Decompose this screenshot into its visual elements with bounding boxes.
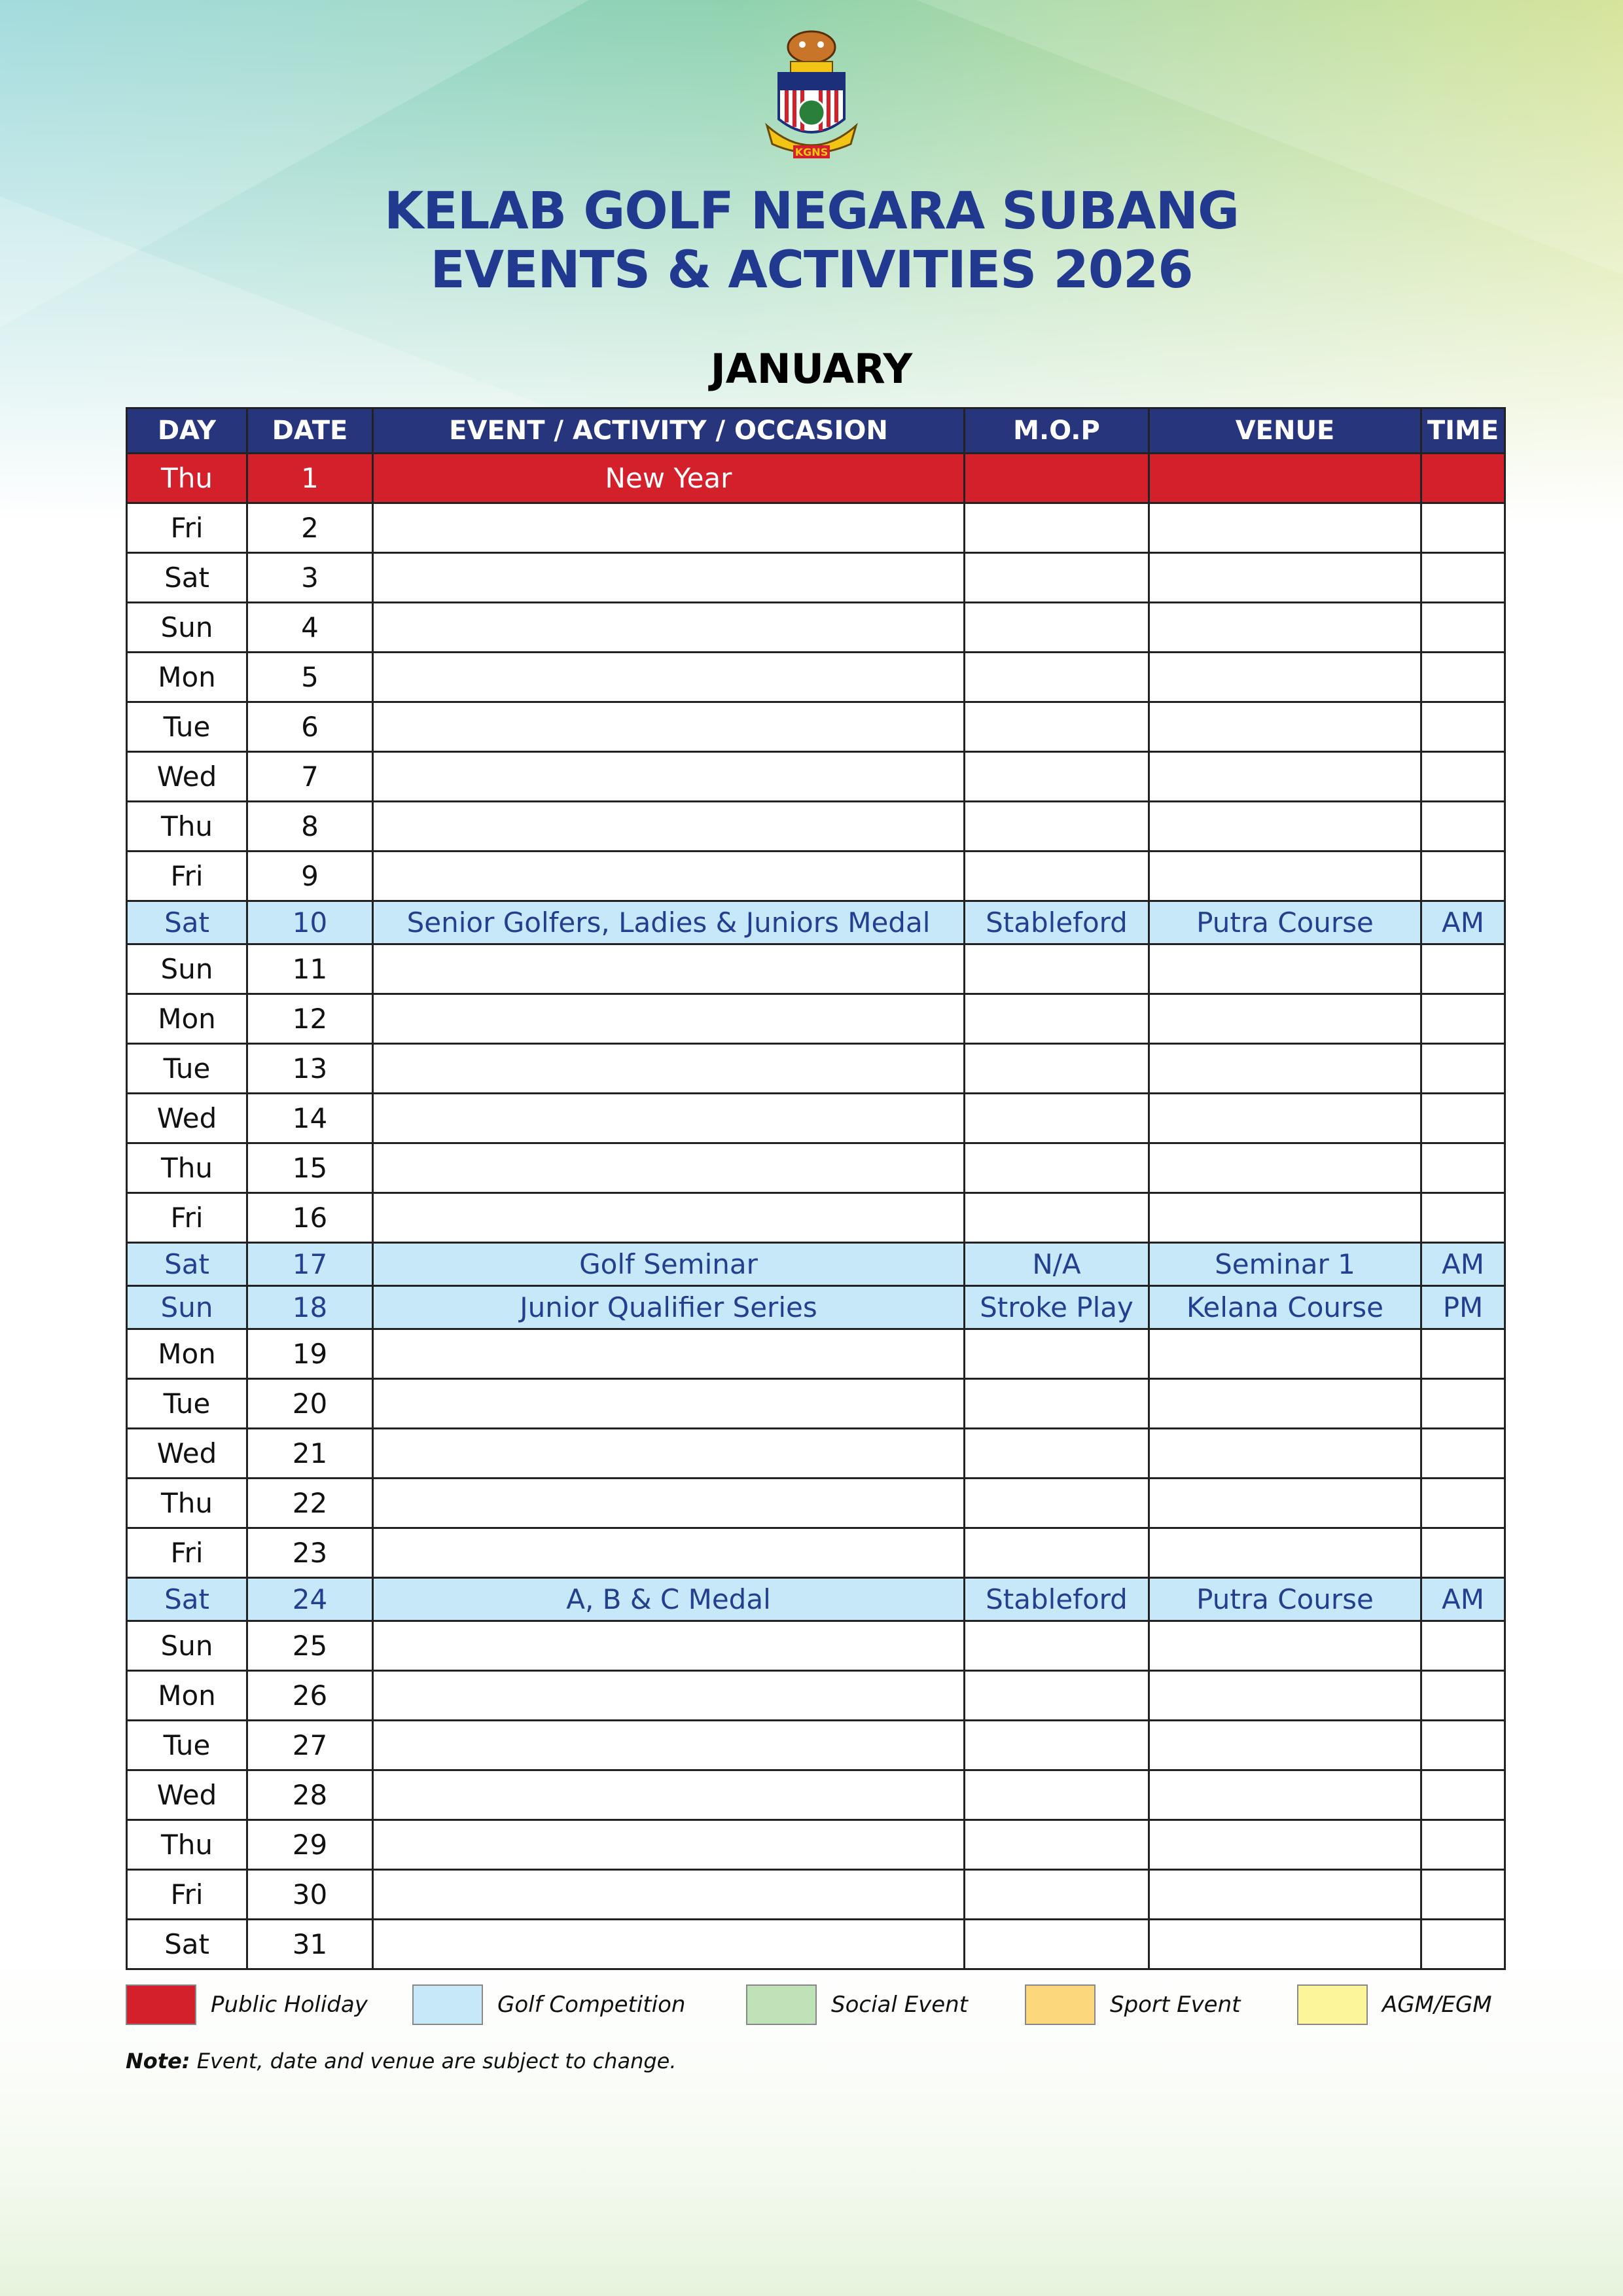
table-row — [127, 1528, 1505, 1578]
cell-event: Senior Golfers, Ladies & Juniors Medal — [373, 901, 965, 944]
table-row — [127, 603, 1505, 653]
cell-mop — [965, 944, 1149, 994]
cell-day: Sat — [127, 901, 247, 944]
legend-swatch — [1297, 1984, 1368, 2025]
cell-time — [1421, 1920, 1505, 1969]
cell-time — [1421, 944, 1505, 994]
cell-date: 10 — [247, 901, 373, 944]
table-row — [127, 454, 1505, 503]
table-row — [127, 1870, 1505, 1920]
cell-day: Sun — [127, 603, 247, 653]
cell-time — [1421, 1621, 1505, 1671]
cell-event — [373, 1671, 965, 1721]
legend-swatch — [126, 1984, 196, 2025]
cell-date: 31 — [247, 1920, 373, 1969]
cell-time — [1421, 603, 1505, 653]
cell-date: 3 — [247, 553, 373, 603]
legend-item-agm-egm — [1297, 1983, 1492, 2026]
cell-mop: N/A — [965, 1243, 1149, 1286]
cell-date: 9 — [247, 852, 373, 901]
cell-event — [373, 1379, 965, 1429]
cell-venue — [1149, 1143, 1421, 1193]
table-row — [127, 653, 1505, 702]
cell-venue — [1149, 1329, 1421, 1379]
cell-time — [1421, 1528, 1505, 1578]
cell-mop — [965, 653, 1149, 702]
cell-venue — [1149, 1044, 1421, 1094]
cell-event: Junior Qualifier Series — [373, 1286, 965, 1329]
cell-mop — [965, 1329, 1149, 1379]
cell-event — [373, 1143, 965, 1193]
cell-mop: Stableford — [965, 901, 1149, 944]
cell-mop — [965, 603, 1149, 653]
cell-event — [373, 1920, 965, 1969]
table-row — [127, 1329, 1505, 1379]
cell-venue — [1149, 1094, 1421, 1143]
cell-mop — [965, 1621, 1149, 1671]
cell-event — [373, 802, 965, 852]
cell-venue — [1149, 1870, 1421, 1920]
table-row — [127, 1920, 1505, 1969]
table-row — [127, 852, 1505, 901]
cell-time — [1421, 1671, 1505, 1721]
cell-mop — [965, 1721, 1149, 1770]
legend-item-sport-event — [1025, 1983, 1240, 2026]
cell-date: 19 — [247, 1329, 373, 1379]
cell-event — [373, 1621, 965, 1671]
table-row — [127, 802, 1505, 852]
column-header-mop: M.O.P — [965, 408, 1149, 454]
cell-event — [373, 944, 965, 994]
cell-time — [1421, 1143, 1505, 1193]
cell-venue — [1149, 1820, 1421, 1870]
cell-time — [1421, 1379, 1505, 1429]
table-header-row — [127, 408, 1505, 454]
cell-time — [1421, 1094, 1505, 1143]
cell-event — [373, 503, 965, 553]
cell-mop — [965, 1671, 1149, 1721]
cell-event — [373, 1770, 965, 1820]
cell-mop — [965, 1770, 1149, 1820]
cell-date: 7 — [247, 752, 373, 802]
cell-time — [1421, 1479, 1505, 1528]
cell-date: 21 — [247, 1429, 373, 1479]
cell-venue — [1149, 1920, 1421, 1969]
cell-mop — [965, 994, 1149, 1044]
cell-day: Tue — [127, 1379, 247, 1429]
table-row — [127, 1578, 1505, 1621]
month-heading: JANUARY — [710, 345, 913, 393]
cell-event — [373, 1528, 965, 1578]
cell-mop — [965, 1193, 1149, 1243]
cell-time — [1421, 852, 1505, 901]
cell-time: AM — [1421, 1243, 1505, 1286]
cell-mop: Stableford — [965, 1578, 1149, 1621]
cell-day: Mon — [127, 653, 247, 702]
cell-mop — [965, 1870, 1149, 1920]
cell-date: 1 — [247, 454, 373, 503]
cell-time — [1421, 1329, 1505, 1379]
cell-event: Golf Seminar — [373, 1243, 965, 1286]
cell-event — [373, 1329, 965, 1379]
column-header-venue: VENUE — [1149, 408, 1421, 454]
crest-text: KGNS — [794, 146, 829, 158]
cell-time — [1421, 1429, 1505, 1479]
cell-mop — [965, 1920, 1149, 1969]
column-header-event: EVENT / ACTIVITY / OCCASION — [373, 408, 965, 454]
cell-venue: Kelana Course — [1149, 1286, 1421, 1329]
cell-mop — [965, 1479, 1149, 1528]
table-row — [127, 1721, 1505, 1770]
note-text: Event, date and venue are subject to change. — [196, 2049, 677, 2073]
table-row — [127, 1143, 1505, 1193]
cell-date: 5 — [247, 653, 373, 702]
cell-mop — [965, 1820, 1149, 1870]
cell-event — [373, 702, 965, 752]
table-row — [127, 1243, 1505, 1286]
table-body — [127, 454, 1505, 1969]
cell-day: Thu — [127, 1479, 247, 1528]
legend-label: AGM/EGM — [1382, 1992, 1492, 2018]
cell-venue — [1149, 1528, 1421, 1578]
cell-venue — [1149, 702, 1421, 752]
cell-venue — [1149, 852, 1421, 901]
page-title-line1: KELAB GOLF NEGARA SUBANG — [383, 182, 1240, 241]
cell-event — [373, 653, 965, 702]
legend-item-golf-competition — [412, 1983, 685, 2026]
cell-mop — [965, 1429, 1149, 1479]
cell-time — [1421, 994, 1505, 1044]
table-row — [127, 1379, 1505, 1429]
table-row — [127, 752, 1505, 802]
cell-venue: Putra Course — [1149, 901, 1421, 944]
cell-day: Thu — [127, 454, 247, 503]
cell-event — [373, 1193, 965, 1243]
legend-label: Sport Event — [1110, 1992, 1241, 2018]
cell-event — [373, 1820, 965, 1870]
cell-venue — [1149, 1193, 1421, 1243]
cell-day: Fri — [127, 1528, 247, 1578]
table-row — [127, 901, 1505, 944]
cell-venue — [1149, 944, 1421, 994]
cell-date: 4 — [247, 603, 373, 653]
cell-day: Thu — [127, 1143, 247, 1193]
cell-venue — [1149, 454, 1421, 503]
cell-event: New Year — [373, 454, 965, 503]
legend-swatch — [1025, 1984, 1096, 2025]
cell-time — [1421, 802, 1505, 852]
cell-event — [373, 1044, 965, 1094]
cell-date: 13 — [247, 1044, 373, 1094]
cell-event — [373, 1479, 965, 1528]
cell-day: Sun — [127, 944, 247, 994]
cell-date: 18 — [247, 1286, 373, 1329]
cell-mop — [965, 1094, 1149, 1143]
cell-day: Thu — [127, 1820, 247, 1870]
cell-date: 27 — [247, 1721, 373, 1770]
table-row — [127, 1621, 1505, 1671]
cell-time: AM — [1421, 901, 1505, 944]
legend-label: Social Event — [831, 1992, 969, 2018]
cell-mop — [965, 1528, 1149, 1578]
page-title-line2: EVENTS & ACTIVITIES 2026 — [430, 241, 1193, 300]
cell-day: Wed — [127, 1094, 247, 1143]
cell-time — [1421, 1820, 1505, 1870]
table-row — [127, 1193, 1505, 1243]
cell-time — [1421, 454, 1505, 503]
cell-event — [373, 1429, 965, 1479]
cell-event: A, B & C Medal — [373, 1578, 965, 1621]
cell-event — [373, 1721, 965, 1770]
cell-date: 17 — [247, 1243, 373, 1286]
cell-date: 15 — [247, 1143, 373, 1193]
cell-date: 14 — [247, 1094, 373, 1143]
column-header-day: DAY — [127, 408, 247, 454]
cell-date: 23 — [247, 1528, 373, 1578]
cell-day: Wed — [127, 752, 247, 802]
table-row — [127, 1770, 1505, 1820]
cell-mop — [965, 503, 1149, 553]
cell-event — [373, 752, 965, 802]
cell-venue — [1149, 553, 1421, 603]
cell-mop — [965, 702, 1149, 752]
cell-date: 6 — [247, 702, 373, 752]
cell-venue: Putra Course — [1149, 1578, 1421, 1621]
cell-day: Sun — [127, 1286, 247, 1329]
cell-event — [373, 852, 965, 901]
cell-event — [373, 1870, 965, 1920]
table-row — [127, 994, 1505, 1044]
cell-event — [373, 994, 965, 1044]
column-header-time: TIME — [1421, 408, 1505, 454]
cell-day: Sat — [127, 1920, 247, 1969]
legend-swatch — [746, 1984, 817, 2025]
cell-mop — [965, 454, 1149, 503]
cell-date: 25 — [247, 1621, 373, 1671]
cell-mop — [965, 1044, 1149, 1094]
table-row — [127, 1820, 1505, 1870]
cell-date: 20 — [247, 1379, 373, 1429]
cell-venue: Seminar 1 — [1149, 1243, 1421, 1286]
legend-label: Public Holiday — [211, 1992, 368, 2018]
cell-time — [1421, 653, 1505, 702]
cell-day: Wed — [127, 1429, 247, 1479]
table-row — [127, 1094, 1505, 1143]
cell-day: Thu — [127, 802, 247, 852]
cell-date: 2 — [247, 503, 373, 553]
legend-item-public-holiday — [126, 1983, 368, 2026]
cell-venue — [1149, 1770, 1421, 1820]
club-crest-logo — [753, 27, 870, 165]
cell-date: 12 — [247, 994, 373, 1044]
cell-time — [1421, 1193, 1505, 1243]
cell-time — [1421, 702, 1505, 752]
cell-mop — [965, 852, 1149, 901]
cell-venue — [1149, 1671, 1421, 1721]
cell-time — [1421, 752, 1505, 802]
cell-venue — [1149, 653, 1421, 702]
cell-day: Fri — [127, 852, 247, 901]
table-row — [127, 1671, 1505, 1721]
cell-date: 28 — [247, 1770, 373, 1820]
cell-venue — [1149, 503, 1421, 553]
cell-day: Mon — [127, 1329, 247, 1379]
cell-date: 30 — [247, 1870, 373, 1920]
cell-date: 24 — [247, 1578, 373, 1621]
cell-venue — [1149, 1379, 1421, 1429]
cell-venue — [1149, 1479, 1421, 1528]
cell-date: 8 — [247, 802, 373, 852]
table-row — [127, 944, 1505, 994]
legend-item-social-event — [746, 1983, 968, 2026]
cell-time — [1421, 1870, 1505, 1920]
column-header-date: DATE — [247, 408, 373, 454]
cell-time: PM — [1421, 1286, 1505, 1329]
table-row — [127, 1479, 1505, 1528]
cell-event — [373, 1094, 965, 1143]
cell-date: 16 — [247, 1193, 373, 1243]
cell-day: Sat — [127, 1578, 247, 1621]
cell-venue — [1149, 994, 1421, 1044]
cell-time — [1421, 1770, 1505, 1820]
cell-day: Sun — [127, 1621, 247, 1671]
footnote — [126, 2049, 677, 2073]
cell-day: Mon — [127, 994, 247, 1044]
cell-day: Tue — [127, 702, 247, 752]
events-table — [126, 407, 1506, 1970]
cell-day: Tue — [127, 1044, 247, 1094]
table-row — [127, 1044, 1505, 1094]
cell-time — [1421, 1044, 1505, 1094]
cell-day: Mon — [127, 1671, 247, 1721]
legend-swatch — [412, 1984, 483, 2025]
cell-day: Fri — [127, 503, 247, 553]
cell-venue — [1149, 1429, 1421, 1479]
cell-event — [373, 553, 965, 603]
table-row — [127, 1429, 1505, 1479]
table-row — [127, 702, 1505, 752]
cell-time — [1421, 553, 1505, 603]
cell-date: 29 — [247, 1820, 373, 1870]
cell-event — [373, 603, 965, 653]
cell-day: Tue — [127, 1721, 247, 1770]
cell-mop — [965, 1143, 1149, 1193]
cell-time — [1421, 503, 1505, 553]
legend-label: Golf Competition — [497, 1992, 686, 2018]
cell-day: Wed — [127, 1770, 247, 1820]
cell-venue — [1149, 603, 1421, 653]
table-row — [127, 1286, 1505, 1329]
cell-venue — [1149, 1721, 1421, 1770]
cell-mop — [965, 752, 1149, 802]
legend — [126, 1983, 1504, 2029]
cell-mop: Stroke Play — [965, 1286, 1149, 1329]
cell-date: 22 — [247, 1479, 373, 1528]
cell-time: AM — [1421, 1578, 1505, 1621]
note-label: Note: — [126, 2049, 190, 2073]
cell-day: Sat — [127, 553, 247, 603]
cell-mop — [965, 802, 1149, 852]
table-row — [127, 553, 1505, 603]
cell-date: 11 — [247, 944, 373, 994]
cell-venue — [1149, 752, 1421, 802]
cell-day: Sat — [127, 1243, 247, 1286]
cell-time — [1421, 1721, 1505, 1770]
table-row — [127, 503, 1505, 553]
cell-mop — [965, 553, 1149, 603]
cell-date: 26 — [247, 1671, 373, 1721]
cell-venue — [1149, 802, 1421, 852]
cell-venue — [1149, 1621, 1421, 1671]
cell-mop — [965, 1379, 1149, 1429]
cell-day: Fri — [127, 1870, 247, 1920]
cell-day: Fri — [127, 1193, 247, 1243]
